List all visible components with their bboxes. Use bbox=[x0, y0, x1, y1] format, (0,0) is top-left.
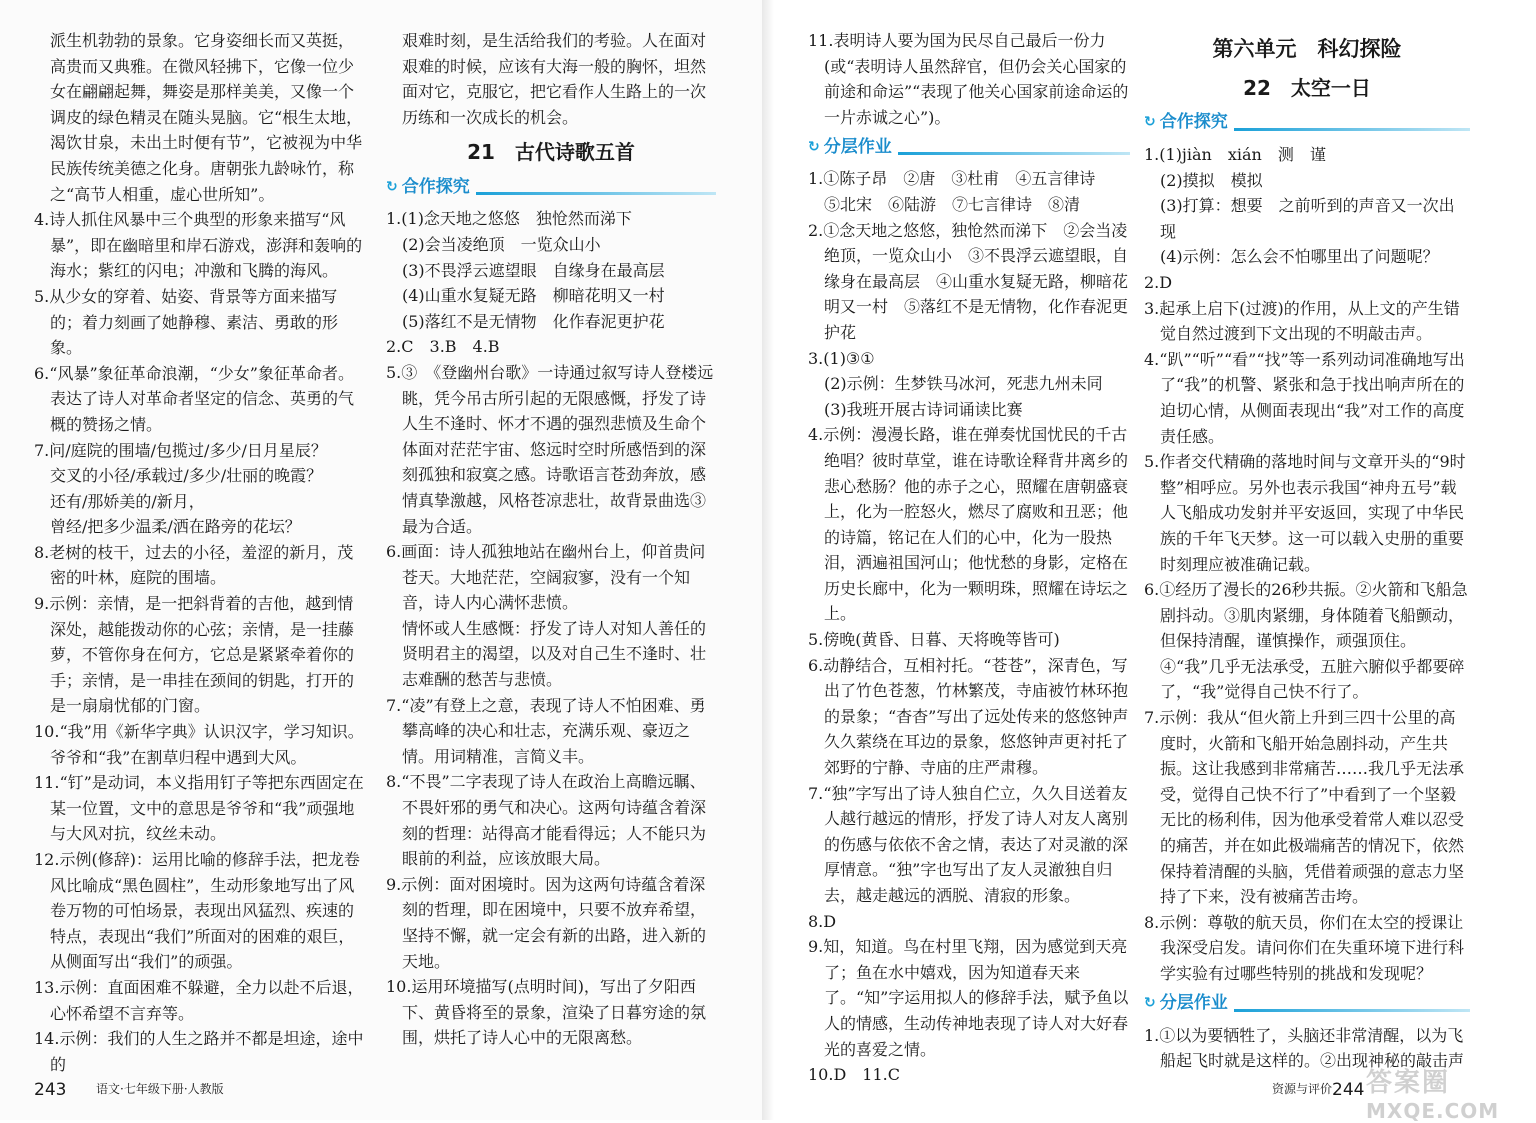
chapter-21-title: 21 古代诗歌五首 bbox=[467, 140, 635, 165]
answer-paragraph: 6.“风暴”象征革命浪潮，“少女”象征革命者。表达了诗人对革命者坚定的信念、英勇的气概的赞扬之情。 bbox=[34, 363, 355, 434]
answer-paragraph: 7.问/庭院的围墙/包揽过/多少/日月星辰？ bbox=[34, 440, 327, 460]
footer-left: 语文·七年级下册·人教版 bbox=[96, 1082, 224, 1096]
section-rule bbox=[1234, 1009, 1470, 1012]
refresh-arrow-icon: ↻ bbox=[386, 178, 398, 195]
answer-paragraph: (3)不畏浮云遮望眼 自缘身在最高层 bbox=[402, 260, 665, 280]
answer-paragraph: (3)打算：想要 之前听到的声音又一次出现 bbox=[1160, 196, 1455, 241]
answer-paragraph: 14.示例：我们的人生之路并不都是坦途，途中的 bbox=[34, 1029, 364, 1074]
answer-paragraph: 1.(1)念天地之悠悠 独怆然而涕下 bbox=[386, 209, 632, 229]
answer-paragraph: 9.示例：面对困境时。因为这两句诗蕴含着深刻的哲理，即在困境中，只要不放弃希望，坚持不懈，就一定会有新的出路，进入新的天地。 bbox=[386, 874, 707, 971]
left-column-2 bbox=[386, 28, 716, 1051]
section-label: 合作探究 bbox=[1159, 112, 1228, 133]
answer-paragraph: (4)山重水复疑无路 柳暗花明又一村 bbox=[402, 286, 665, 306]
answer-paragraph: 10.“我”用《新华字典》认识汉字，学习知识。 bbox=[34, 722, 364, 742]
section-rule bbox=[898, 152, 1130, 155]
answer-paragraph: 派生机勃勃的景象。它身姿细长而又英挺，高贵而又典雅。在微风轻拂下，它像一位少女在翩翩起舞，舞姿是那样美美，又像一个调皮的绿色精灵在随头晃脑。它“根生太地，渴饮甘泉，未出土时便有节”，它被视为中华民族传统美德之化身。唐朝张九龄咏竹，称之“高节人相重，虚心世所知”。 bbox=[50, 31, 363, 204]
answer-paragraph: 4.示例：漫漫长路，谁在弹奏忧国忧民的千古绝唱？彼时草堂，谁在诗歌诠释背井离乡的悲心愁肠？他的赤子之心，照耀在唐朝盛衰上，化为一腔怒火，燃尽了腐败和丑恶；他的诗篇，铭记在人们的心中，化为一股热泪，洒遍祖国河山；他忧愁的身影，定格在历史长廊中，化为一颗明珠，照耀在诗坛之上。 bbox=[808, 425, 1129, 624]
watermark bbox=[1366, 1062, 1526, 1123]
answer-paragraph: 13.示例：直面困难不躲避，全力以赴不后退，心怀希望不言弃等。 bbox=[34, 977, 364, 1023]
section-header-fenceng bbox=[808, 134, 1130, 160]
right-column-2 bbox=[1144, 28, 1470, 1074]
answer-paragraph: 1.①以为要牺牲了，头脑还非常清醒，以为飞船起飞时就是这样的。②出现神秘的敲击声 bbox=[1144, 1025, 1465, 1071]
answer-paragraph: 12.示例(修辞)：运用比喻的修辞手法，把龙卷风比喻成“黑色圆柱”，生动形象地写出了风卷万物的可怕场景，表现出风猛烈、疾速的特点，表现出“我们”所面对的困难的艰巨，从侧面写出“我们”的顽强。 bbox=[34, 850, 360, 972]
refresh-arrow-icon: ↻ bbox=[808, 138, 820, 155]
answer-paragraph: (5)落红不是无情物 化作春泥更护花 bbox=[402, 311, 665, 331]
answer-paragraph: 4.“趴”“听”“看”“找”等一系列动词准确地写出了“我”的机警、紧张和急于找出响声所在的迫切心情，从侧面表现出“我”对工作的高度责任感。 bbox=[1144, 349, 1465, 446]
watermark-logo: 答案圈 bbox=[1366, 1068, 1451, 1098]
answer-paragraph: 4.诗人抓住风暴中三个典型的形象来描写“风暴”，即在幽暗里和岸石游戏，澎湃和轰响的海水；紫红的闪电；冲激和飞腾的海风。 bbox=[34, 210, 363, 281]
answer-paragraph: 6.动静结合，互相衬托。“苍苍”，深青色，写出了竹色苍葱，竹林繁茂，寺庙被竹林环抱的景象；“杳杳”写出了远处传来的悠悠钟声久久萦绕在耳边的景象，悠悠钟声更衬托了郊野的宁静、寺庙的庄严肃穆。 bbox=[808, 655, 1129, 778]
answer-paragraph: 10.D 11.C bbox=[808, 1065, 900, 1085]
answer-paragraph: (2)示例：生梦铁马冰河，死悲九州未同 bbox=[824, 374, 1103, 394]
answer-paragraph: 交叉的小径/承载过/多少/壮丽的晚霞？ bbox=[50, 466, 323, 486]
answer-paragraph: ⑤北宋 ⑥陆游 ⑦七言律诗 ⑧清 bbox=[824, 194, 1081, 214]
answer-paragraph: 2.D bbox=[1144, 272, 1173, 292]
answer-paragraph: 11.“钉”是动词，本义指用钉子等把东西固定在某一位置，文中的意思是爷爷和“我”顽强地与大风对抗，纹丝未动。 bbox=[34, 773, 364, 844]
answer-paragraph: 9.示例：亲情，是一把斜背着的吉他，越到情深处，越能拨动你的心弦；亲情，是一挂藤萝，不管你身在何方，它总是紧紧牵着你的手；亲情，是一串挂在颈间的钥匙，打开的是一扇扇忧郁的门窗。 bbox=[34, 594, 355, 716]
answer-paragraph: 1.(1)jiàn xián 测 谨 bbox=[1144, 145, 1326, 164]
answer-paragraph: 1.①陈子昂 ②唐 ③杜甫 ④五言律诗 bbox=[808, 169, 1096, 189]
answer-paragraph: 8.D bbox=[808, 911, 837, 931]
answer-paragraph: 7.“凌”有登上之意，表现了诗人不怕困难、勇攀高峰的决心和壮志，充满乐观、豪迈之情。用词精准，言简义丰。 bbox=[386, 695, 706, 766]
answer-paragraph: 5.傍晚(黄昏、日暮、天将晚等皆可) bbox=[808, 630, 1060, 650]
answer-paragraph: 6.①经历了漫长的26秒共振。②火箭和飞船急剧抖动。③肌肉紧绷，身体随着飞船颤动，但保持清醒，谨慎操作，顽强顶住。④“我”几乎无法承受，五脏六腑似乎都要碎了，“我”觉得自己快不行了。 bbox=[1144, 580, 1468, 702]
watermark-site: MXQE.COM bbox=[1366, 1099, 1500, 1123]
section-header-fenceng bbox=[1144, 991, 1470, 1017]
book-gutter bbox=[762, 0, 774, 1120]
unit-6-title: 第六单元 科幻探险 bbox=[1212, 37, 1402, 61]
answer-paragraph: 情怀或人生感慨：抒发了诗人对知人善任的贤明君主的渴望，以及对自己生不逢时、壮志难酬的愁苦与悲愤。 bbox=[402, 618, 707, 690]
answer-paragraph: 5.③ 《登幽州台歌》一诗通过叙写诗人登楼远眺，凭今吊古所引起的无限感慨，抒发了诗人生不逢时、怀才不遇的强烈悲愤及生命个体面对茫茫宇宙、悠远时空时所感悟到的深刻孤独和寂寞之感。诗歌语言苍劲奔放，感情真挚激越，风格苍凉悲壮，故背景曲选③最为合适。 bbox=[386, 362, 714, 536]
answer-paragraph: 11.表明诗人要为国为民尽自己最后一份力(或“表明诗人虽然辞官，但仍会关心国家的前途和命运”“表现了他关心国家前途命运的一片赤诚之心”)。 bbox=[808, 31, 1129, 127]
section-header-hezuo bbox=[386, 174, 716, 200]
section-label: 分层作业 bbox=[823, 136, 892, 157]
answer-paragraph: 8.示例：尊敬的航天员，你们在太空的授课让我深受启发。请问你们在失重环境下进行科学实验有过哪些特别的挑战和发现呢？ bbox=[1144, 912, 1465, 983]
left-column-1 bbox=[34, 28, 368, 1077]
section-label: 分层作业 bbox=[1159, 993, 1228, 1013]
section-rule bbox=[476, 192, 716, 195]
answer-paragraph: 还有/那娇美的/新月， bbox=[50, 491, 205, 511]
answer-paragraph: 5.作者交代精确的落地时间与文章开头的“9时整”相呼应。另外也表示我国“神舟五号”载人飞船成功发射并平安返回，实现了中华民族的千年飞天梦。这一可以载入史册的重要时刻理应被准确记载。 bbox=[1144, 452, 1466, 574]
refresh-arrow-icon: ↻ bbox=[1144, 114, 1156, 131]
answer-paragraph: 7.示例：我从“但火箭上升到三四十公里的高度时，火箭和飞船开始急剧抖动，产生共振。这让我感到非常痛苦……我几乎无法承受，觉得自己快不行了”中看到了一个坚毅无比的杨利伟，因为他承受着常人难以忍受的痛苦，并在如此极端痛苦的情况下，依然保持着清醒的头脑，凭借着顽强的意志力坚持了下来，没有被痛苦击垮。 bbox=[1144, 708, 1465, 907]
answer-paragraph: 5.从少女的穿着、姑姿、背景等方面来描写的；着力刻画了她静穆、素洁、勇敢的形象。 bbox=[34, 286, 339, 358]
answer-paragraph: 3.起承上启下(过渡)的作用，从上文的产生错觉自然过渡到下文出现的不明敲击声。 bbox=[1144, 298, 1460, 344]
answer-paragraph: 10.运用环境描写(点明时间)，写出了夕阳西下、黄昏将至的景象，渲染了日暮穷途的氛围，烘托了诗人心中的无限离愁。 bbox=[386, 977, 707, 1048]
refresh-arrow-icon: ↻ bbox=[1144, 995, 1156, 1011]
section-label: 合作探究 bbox=[401, 176, 470, 197]
right-column-1 bbox=[808, 28, 1130, 1088]
answer-paragraph: 曾经/把多少温柔/洒在路旁的花坛？ bbox=[50, 517, 301, 537]
answer-paragraph: 6.画面：诗人孤独地站在幽州台上，仰首贵问苍天。大地茫茫，空阔寂寥，没有一个知音，诗人内心满怀悲愤。 bbox=[386, 542, 706, 613]
answer-paragraph: 8.老树的枝干，过去的小径，羞涩的新月，茂密的叶林，庭院的围墙。 bbox=[34, 542, 354, 588]
page-number-left: 243 bbox=[34, 1080, 67, 1100]
chapter-22-title: 22 太空一日 bbox=[1243, 76, 1371, 100]
answer-paragraph: (2)会当凌绝顶 一览众山小 bbox=[402, 234, 601, 254]
answer-paragraph: 艰难时刻，是生活给我们的考验。人在面对艰难的时候，应该有大海一般的胸怀，坦然面对它，克服它，把它看作人生路上的一次历练和一次成长的机会。 bbox=[402, 31, 707, 127]
answer-paragraph: (2)摸拟 模拟 bbox=[1160, 170, 1263, 190]
answer-paragraph: 2.①念天地之悠悠，独怆然而涕下 ②会当凌绝顶，一览众山小 ③不畏浮云遮望眼，自缘身在最高层 ④山重水复疑无路，柳暗花明又一村 ⑤落红不是无情物，化作春泥更护花 bbox=[808, 220, 1129, 342]
answer-paragraph: 爷爷和“我”在割草归程中遇到大风。 bbox=[50, 747, 307, 767]
page-number-right: 244 bbox=[1332, 1080, 1365, 1100]
answer-paragraph: (3)我班开展古诗词诵读比赛 bbox=[824, 399, 1023, 419]
answer-paragraph: 9.知，知道。鸟在村里飞翔，因为感觉到天亮了；鱼在水中嬉戏，因为知道春天来了。“知”字运用拟人的修辞手法，赋予鱼以人的情感，生动传神地表现了诗人对大好春光的喜爱之情。 bbox=[808, 937, 1129, 1059]
section-rule bbox=[1234, 128, 1470, 131]
answer-paragraph: 2.C 3.B 4.B bbox=[386, 337, 500, 357]
answer-paragraph: 3.(1)③① bbox=[808, 348, 875, 368]
answer-paragraph: (4)示例：怎么会不怕哪里出了问题呢？ bbox=[1160, 247, 1439, 267]
answer-paragraph: 8.“不畏”二字表现了诗人在政治上高瞻远瞩、不畏奸邪的勇气和决心。这两句诗蕴含着深刻的哲理：站得高才能看得远；人不能只为眼前的利益，应该放眼大局。 bbox=[386, 772, 707, 869]
footer-right: 资源与评价 bbox=[1272, 1082, 1333, 1096]
section-header-hezuo bbox=[1144, 110, 1470, 136]
answer-paragraph: 7.“独”字写出了诗人独自伫立，久久目送着友人越行越远的情形，抒发了诗人对友人离别的伤感与依依不舍之情，表达了对灵澈的深厚情意。“独”字也写出了友人灵澈独自归去，越走越远的洒脱、清寂的形象。 bbox=[808, 783, 1129, 905]
